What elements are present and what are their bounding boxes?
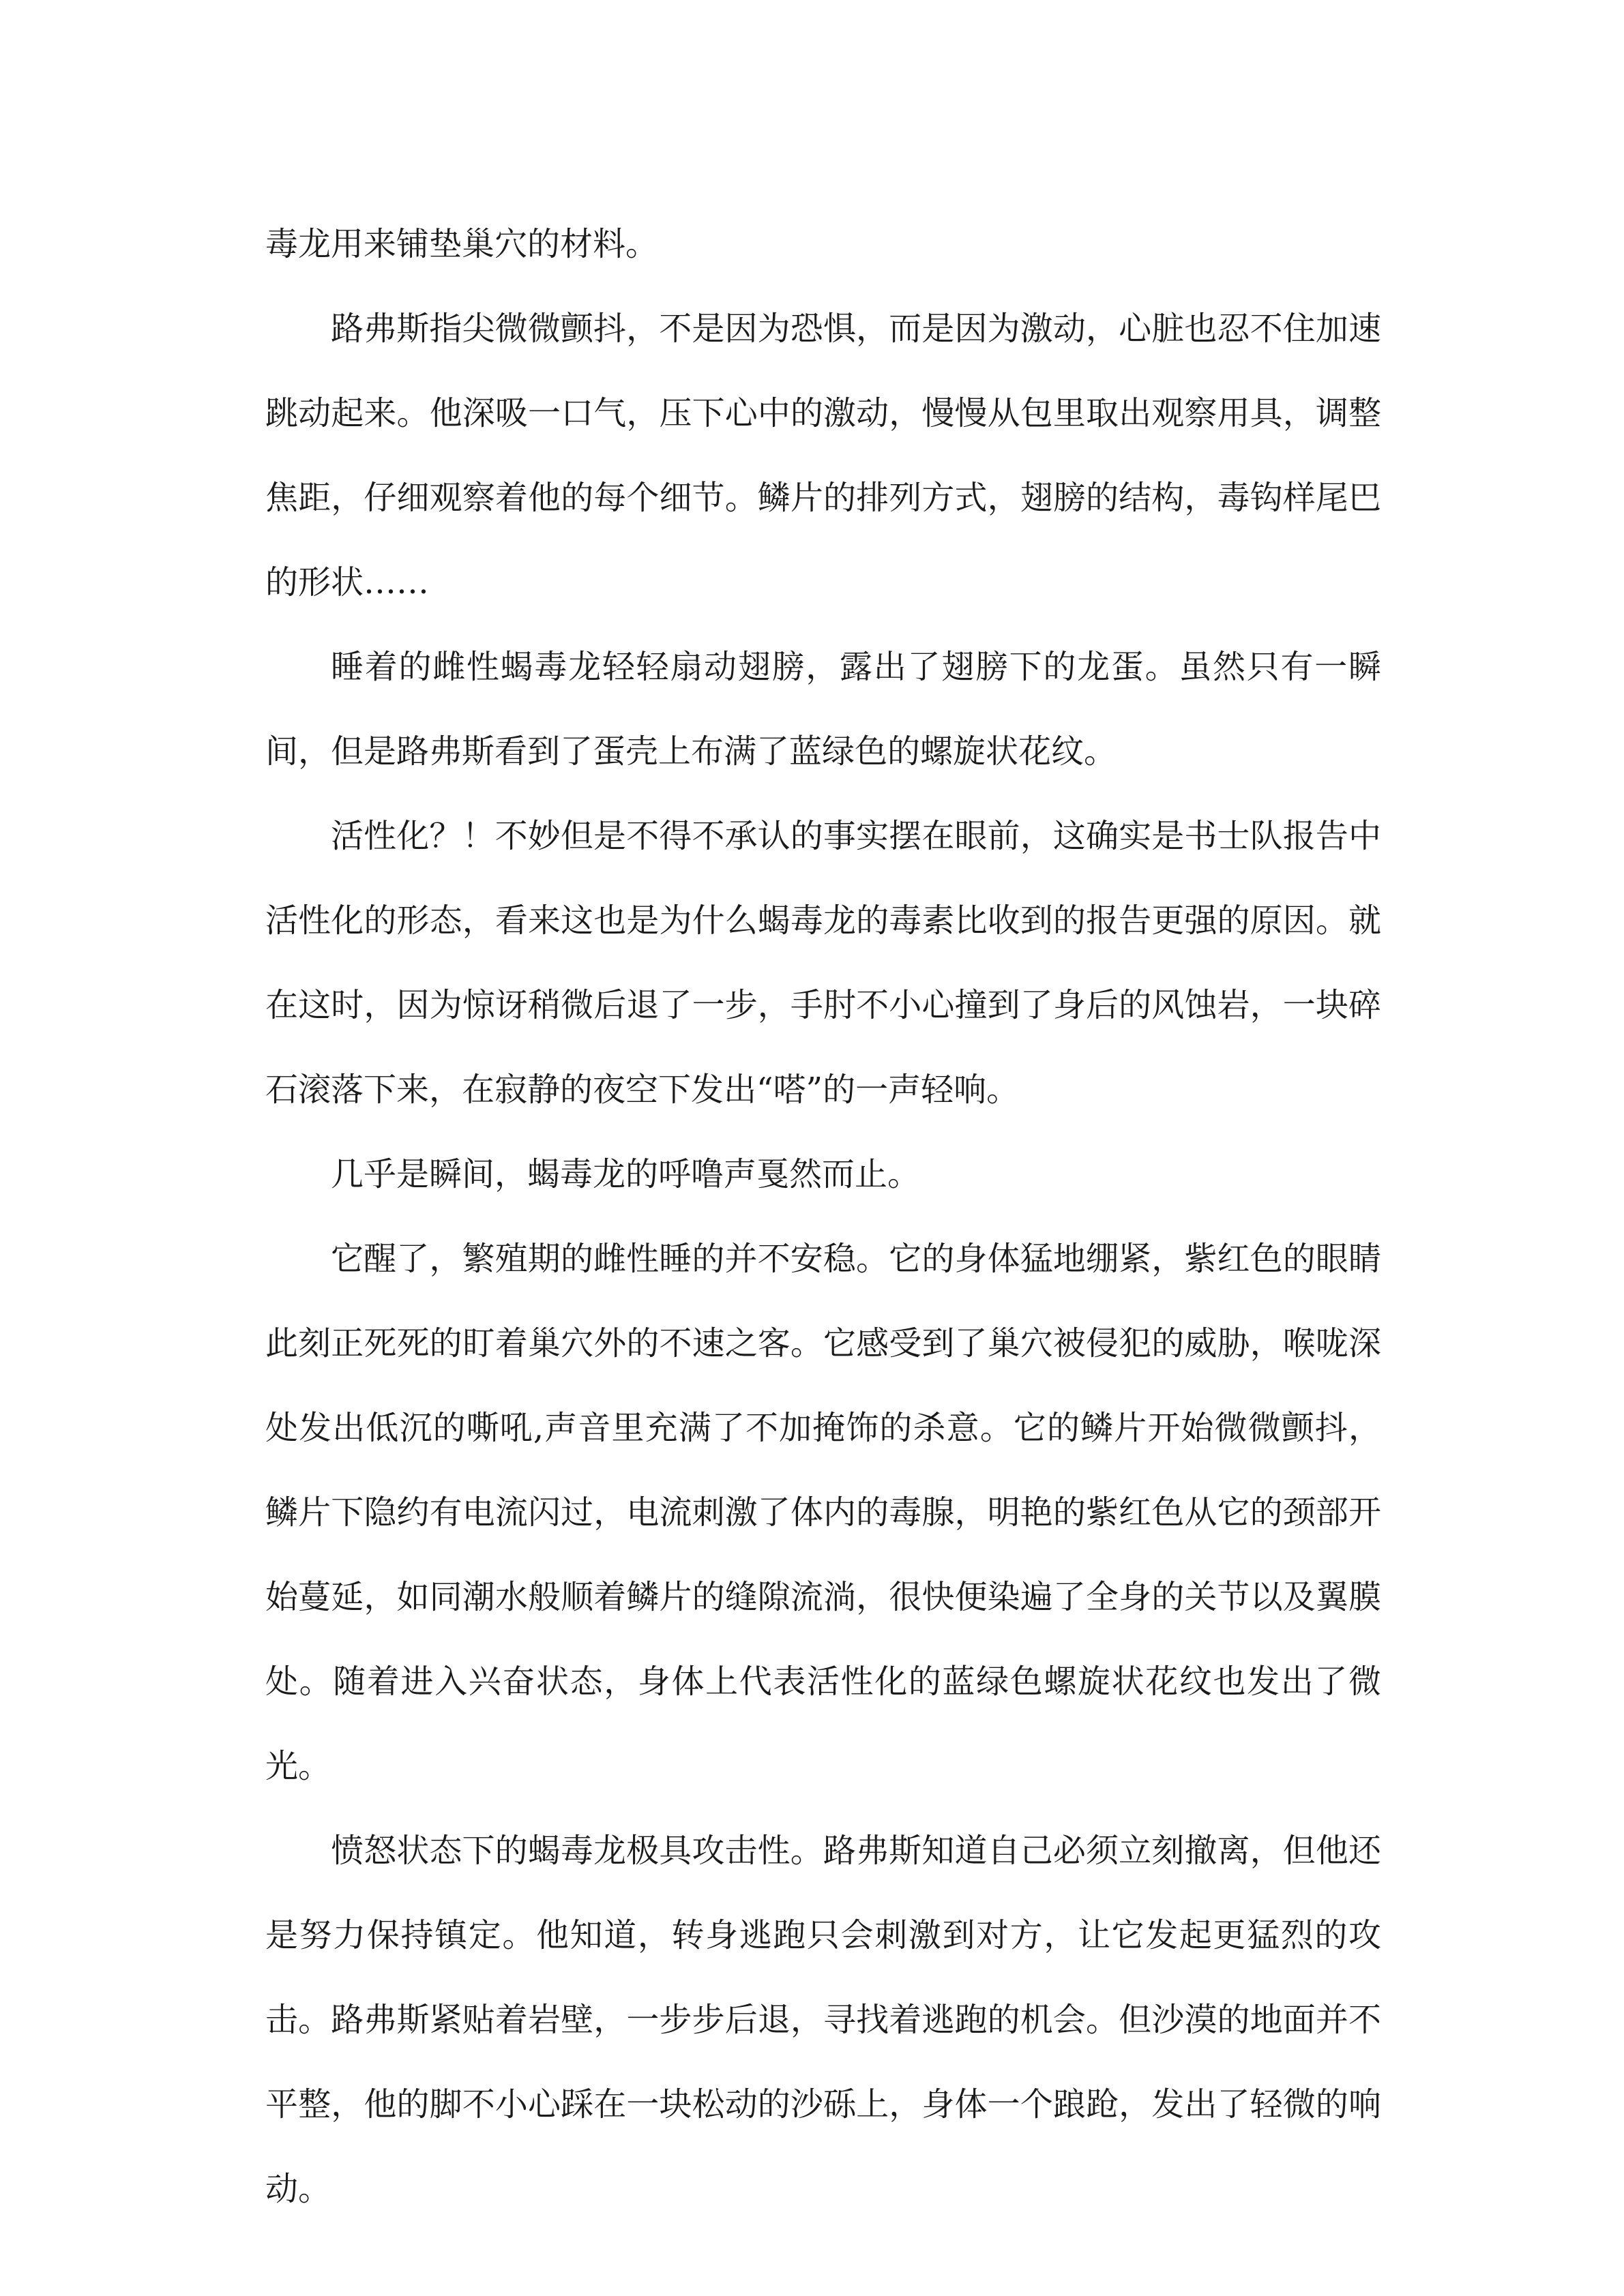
paragraph-continuation: 毒龙用来铺垫巢穴的材料。 (265, 225, 659, 263)
paragraph: 睡着的雌性蝎毒龙轻轻扇动翅膀，露出了翅膀下的龙蛋。虽然只有一瞬间，但是路弗斯看到了蛋壳上布满了蓝绿色的螺旋状花纹。 (265, 648, 1381, 771)
paragraph: 它醒了，繁殖期的雌性睡的并不安稳。它的身体猛地绷紧，紫红色的眼睛此刻正死死的盯着巢穴外的不速之客。它感受到了巢穴被侵犯的威胁，喉咙深处发出低沉的嘶吼,声音里充满了不加掩饰的杀意。它的鳞片开始微微颤抖，鳞片下隐约有电流闪过，电流刺激了体内的毒腺，明艳的紫红色从它的颈部开始蔓延，如同潮水般顺着鳞片的缝隙流淌，很快便染遍了全身的关节以及翼膜处。随着进入兴奋状态，身体上代表活性化的蓝绿色螺旋状花纹也发出了微光。 (265, 1240, 1381, 1785)
paragraph: 几乎是瞬间，蝎毒龙的呼噜声戛然而止。 (331, 1155, 921, 1193)
paragraph: 路弗斯指尖微微颤抖，不是因为恐惧，而是因为激动，心脏也忍不住加速跳动起来。他深吸一口气，压下心中的激动，慢慢从包里取出观察用具，调整焦距，仔细观察着他的每个细节。鳞片的排列方式，翅膀的结构，毒钩样尾巴的形状…… (265, 310, 1381, 601)
paragraph: 活性化？！不妙但是不得不承认的事实摆在眼前，这确实是书士队报告中活性化的形态，看来这也是为什么蝎毒龙的毒素比收到的报告更强的原因。就在这时，因为惊讶稍微后退了一步，手肘不小心撞到了身后的风蚀岩，一块碎石滚落下来，在寂静的夜空下发出“嗒”的一声轻响。 (265, 817, 1381, 1109)
paragraph: 愤怒状态下的蝎毒龙极具攻击性。路弗斯知道自己必须立刻撤离，但他还是努力保持镇定。他知道，转身逃跑只会刺激到对方，让它发起更猛烈的攻击。路弗斯紧贴着岩壁，一步步后退，寻找着逃跑的机会。但沙漠的地面并不平整，他的脚不小心踩在一块松动的沙砾上，身体一个踉跄，发出了轻微的响动。 (265, 1832, 1381, 2208)
document-body (265, 202, 1381, 2231)
